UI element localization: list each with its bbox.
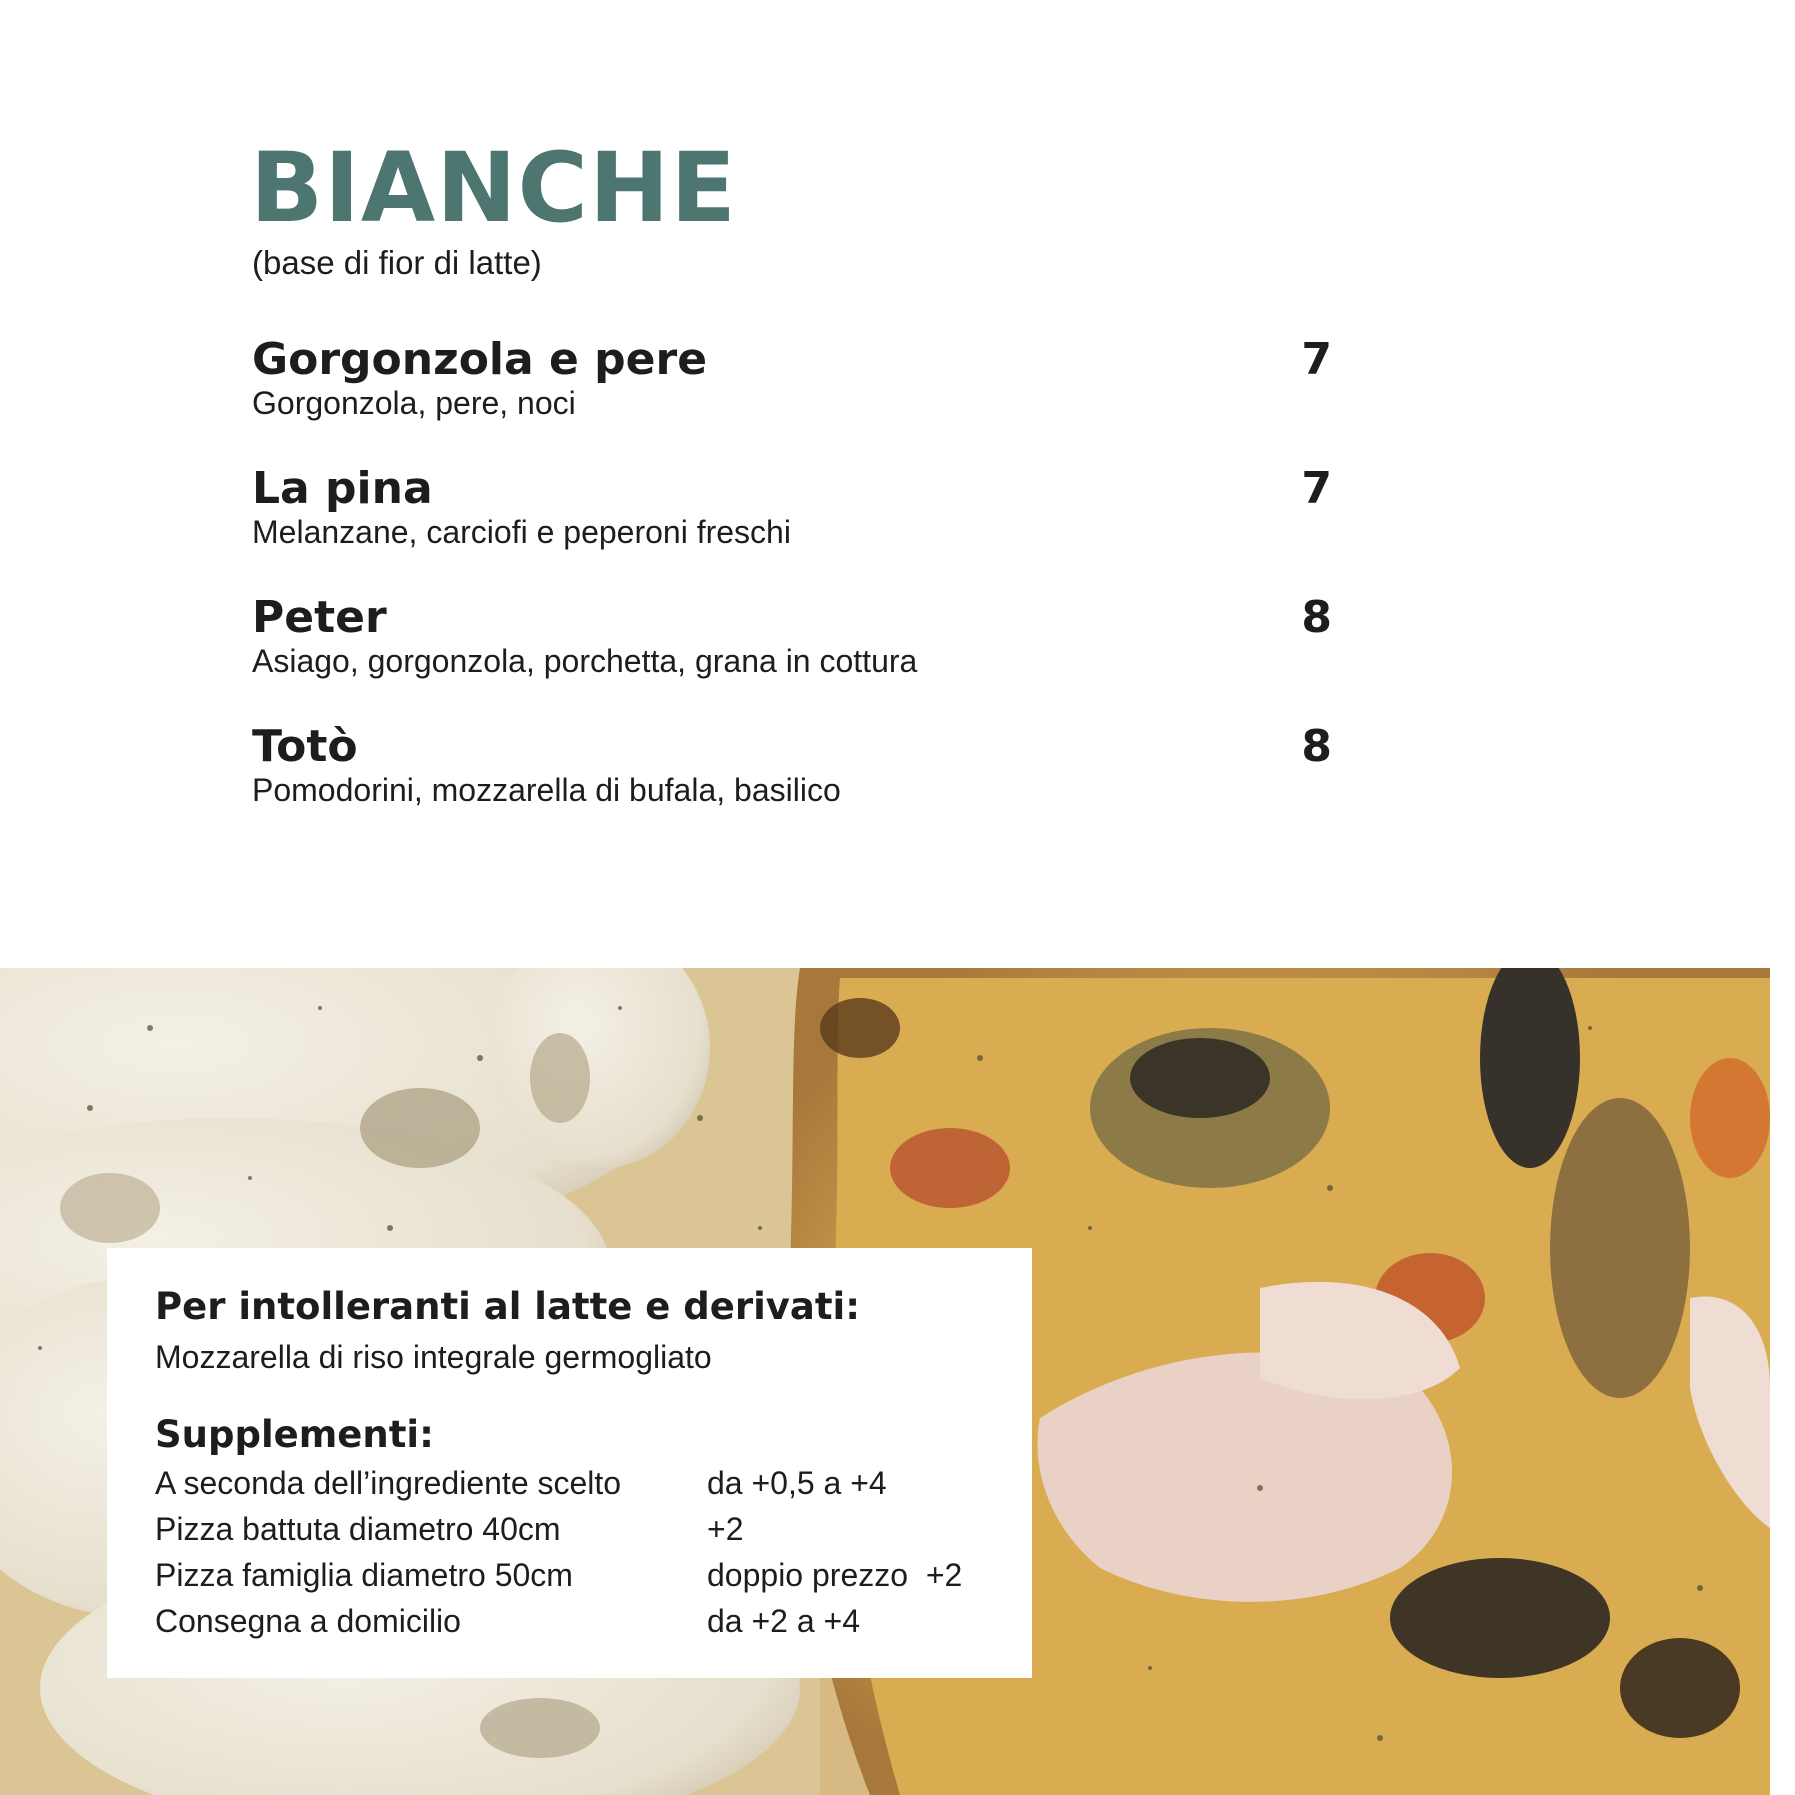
- menu-item-price: 8: [1301, 592, 1332, 643]
- supplement-label: Consegna a domicilio: [155, 1603, 461, 1639]
- supplement-row: [155, 1466, 1015, 1510]
- supplement-label: Pizza battuta diametro 40cm: [155, 1511, 561, 1547]
- intolerant-text: Mozzarella di riso integrale germogliato: [155, 1339, 712, 1375]
- menu-item-price: 7: [1301, 463, 1332, 514]
- info-box: [107, 1248, 1032, 1678]
- supplement-row: [155, 1512, 1015, 1556]
- menu-item: [252, 463, 1332, 577]
- menu-item-name: La pina: [252, 463, 433, 514]
- supplement-row: [155, 1604, 1015, 1648]
- menu-item-price: 7: [1301, 334, 1332, 385]
- menu-item: [252, 592, 1332, 706]
- supplement-label: Pizza famiglia diametro 50cm: [155, 1557, 573, 1593]
- section-title: BIANCHE: [250, 132, 737, 244]
- menu-item-name: Gorgonzola e pere: [252, 334, 708, 385]
- menu-item-description: Pomodorini, mozzarella di bufala, basilico: [252, 772, 841, 808]
- supplement-value: +2: [707, 1511, 744, 1547]
- supplement-label: A seconda dell’ingrediente scelto: [155, 1465, 622, 1501]
- supplements-title: Supplementi:: [155, 1413, 434, 1456]
- menu-item: [252, 721, 1332, 835]
- supplement-value: doppio prezzo +2: [707, 1557, 963, 1593]
- intolerant-title: Per intolleranti al latte e derivati:: [155, 1285, 861, 1328]
- menu-item-description: Asiago, gorgonzola, porchetta, grana in cottura: [252, 643, 918, 679]
- menu-item: [252, 334, 1332, 448]
- menu-item-name: Peter: [252, 592, 387, 643]
- menu-item-description: Gorgonzola, pere, noci: [252, 385, 576, 421]
- supplement-value: da +2 a +4: [707, 1603, 861, 1639]
- menu-item-description: Melanzane, carciofi e peperoni freschi: [252, 514, 791, 550]
- menu-item-price: 8: [1301, 721, 1332, 772]
- supplement-value: da +0,5 a +4: [707, 1465, 887, 1501]
- supplement-row: [155, 1558, 1015, 1602]
- menu-item-name: Totò: [252, 721, 358, 772]
- section-subtitle: (base di fior di latte): [252, 244, 542, 281]
